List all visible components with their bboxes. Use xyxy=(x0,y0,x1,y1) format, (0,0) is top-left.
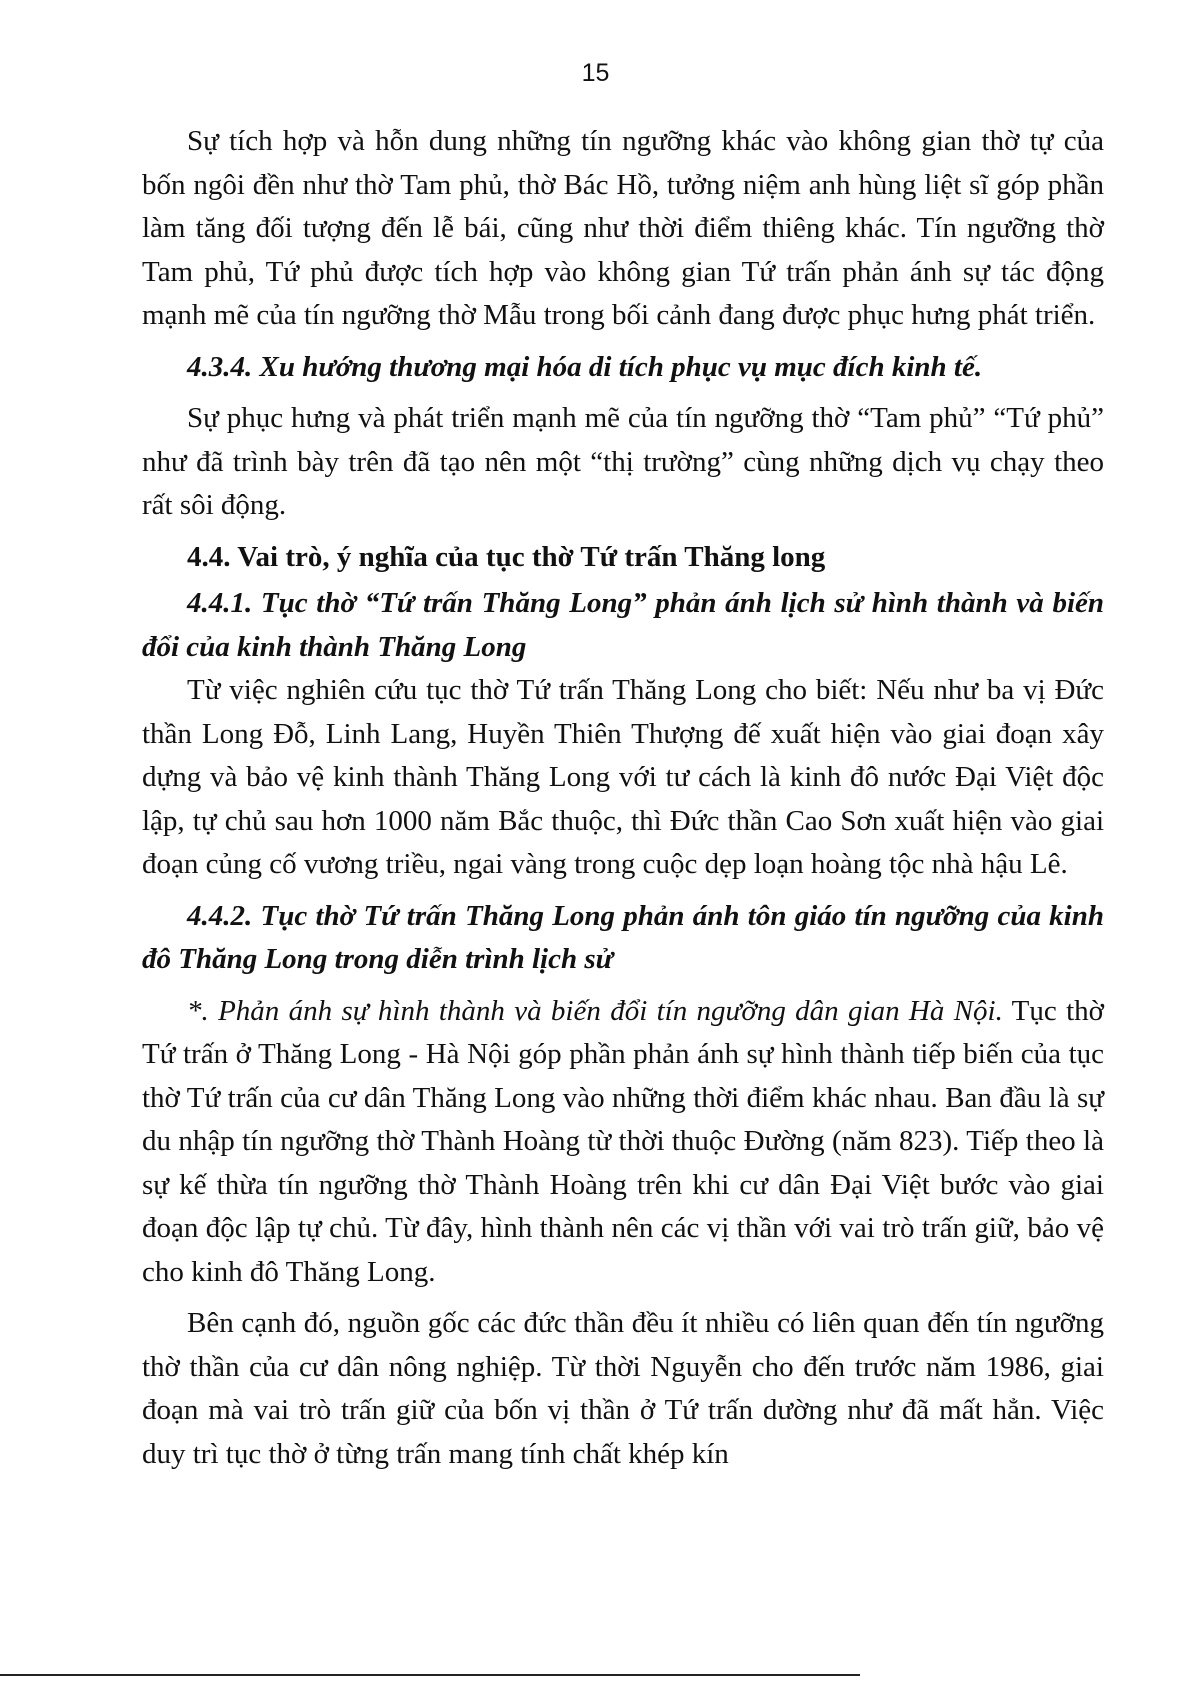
page-number: 15 xyxy=(581,59,610,87)
heading-4-4-1: 4.4.1. Tục thờ “Tứ trấn Thăng Long” phản ánh lịch sử hình thành và biến đổi của kinh thành Thăng Long xyxy=(142,587,1104,663)
heading-4-4: 4.4. Vai trò, ý nghĩa của tục thờ Tứ trấn Thăng long xyxy=(187,540,826,573)
document-body xyxy=(142,120,1104,1476)
paragraph-origins: Bên cạnh đó, nguồn gốc các đức thần đều ít nhiều có liên quan đến tín ngưỡng thờ thần của cư dân nông nghiệp. Từ thời Nguyễn cho đến trước năm 1986, giai đoạn mà vai trò trấn giữ của bốn vị thần ở Tứ trấn dường như đã mất hẳn. Việc duy trì tục thờ ở từng trấn mang tính chất khép kín xyxy=(142,1307,1104,1470)
heading-4-3-4: 4.3.4. Xu hướng thương mại hóa di tích phục vụ mục đích kinh tế. xyxy=(187,350,983,383)
page-bottom-rule xyxy=(0,1674,860,1676)
paragraph-syncretism: Sự tích hợp và hỗn dung những tín ngưỡng khác vào không gian thờ tự của bốn ngôi đền như thờ Tam phủ, thờ Bác Hồ, tưởng niệm anh hùng liệt sĩ góp phần làm tăng đối tượng đến lễ bái, cũng như thời điểm thiêng khác. Tín ngưỡng thờ Tam phủ, Tứ phủ được tích hợp vào không gian Tứ trấn phản ánh sự tác động mạnh mẽ của tín ngưỡng thờ Mẫu trong bối cảnh đang được phục hưng phát triển. xyxy=(142,125,1104,331)
paragraph-commercialization: Sự phục hưng và phát triển mạnh mẽ của tín ngưỡng thờ “Tam phủ” “Tứ phủ” như đã trình bày trên đã tạo nên một “thị trường” cùng những dịch vụ chạy theo rất sôi động. xyxy=(142,402,1104,521)
paragraph-folk-belief-lead: *. Phản ánh sự hình thành và biến đổi tín ngưỡng dân gian Hà Nội. xyxy=(187,994,1003,1027)
heading-4-4-2: 4.4.2. Tục thờ Tứ trấn Thăng Long phản ánh tôn giáo tín ngưỡng của kinh đô Thăng Long trong diễn trình lịch sử xyxy=(142,899,1104,975)
paragraph-folk-belief-body: Tục thờ Tứ trấn ở Thăng Long - Hà Nội góp phần phản ánh sự hình thành tiếp biến của tục thờ Tứ trấn của cư dân Thăng Long vào những thời điểm khác nhau. Ban đầu là sự du nhập tín ngưỡng thờ Thành Hoàng từ thời thuộc Đường (năm 823). Tiếp theo là sự kế thừa tín ngưỡng thờ Thành Hoàng trên khi cư dân Đại Việt bước vào giai đoạn độc lập tự chủ. Từ đây, hình thành nên các vị thần với vai trò trấn giữ, bảo vệ cho kinh đô Thăng Long. xyxy=(142,994,1104,1288)
paragraph-folk-belief xyxy=(142,990,1104,1295)
paragraph-history: Từ việc nghiên cứu tục thờ Tứ trấn Thăng Long cho biết: Nếu như ba vị Đức thần Long Đỗ, Linh Lang, Huyền Thiên Thượng đế xuất hiện vào giai đoạn xây dựng và bảo vệ kinh thành Thăng Long với tư cách là kinh đô nước Đại Việt độc lập, tự chủ sau hơn 1000 năm Bắc thuộc, thì Đức thần Cao Sơn xuất hiện vào giai đoạn củng cố vương triều, ngai vàng trong cuộc dẹp loạn hoàng tộc nhà hậu Lê. xyxy=(142,674,1104,880)
